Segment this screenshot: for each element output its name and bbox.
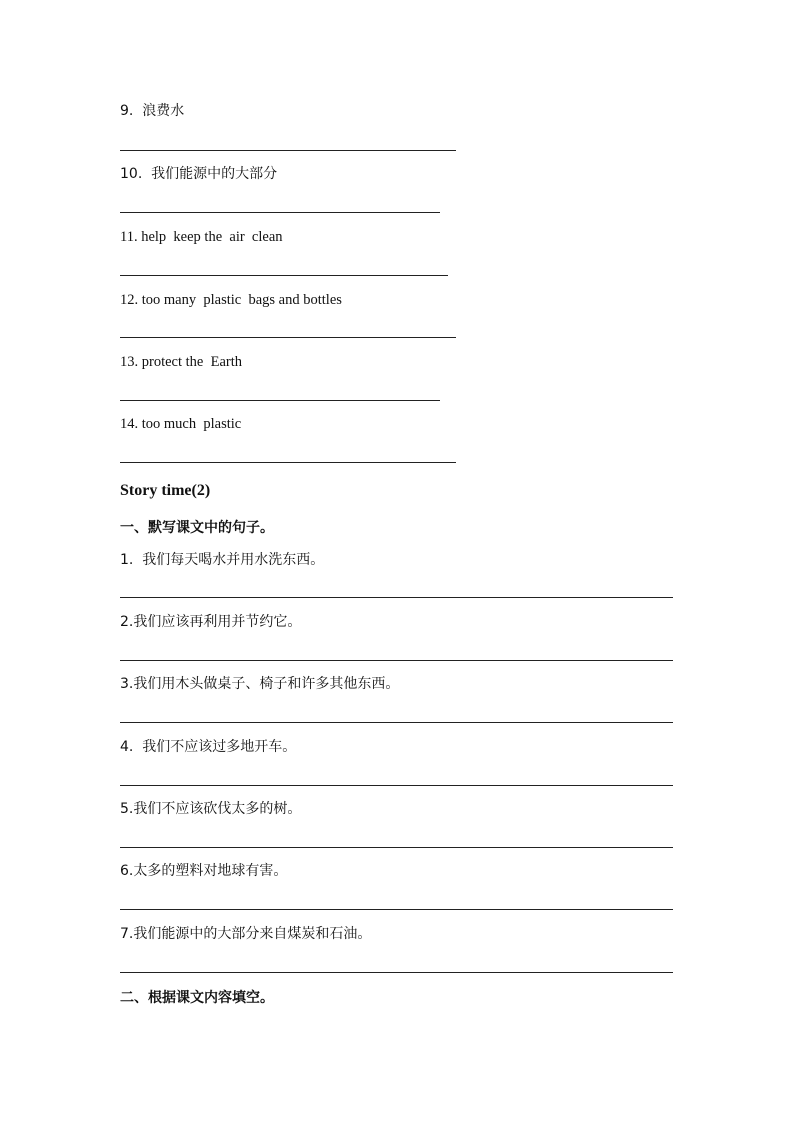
answer-line-s7 bbox=[120, 972, 673, 973]
answer-line-14 bbox=[120, 462, 456, 463]
sentence-5: 5.我们不应该砍伐太多的树。 bbox=[120, 801, 302, 817]
answer-line-s4 bbox=[120, 785, 673, 786]
phrase-10: 10. 我们能源中的大部分 bbox=[120, 166, 278, 182]
phrase-11: 11. help keep the air clean bbox=[120, 229, 283, 245]
story-heading: Story time(2) bbox=[120, 482, 211, 499]
phrase-12: 12. too many plastic bags and bottles bbox=[120, 292, 342, 308]
answer-line-10 bbox=[120, 212, 440, 213]
phrase-13: 13. protect the Earth bbox=[120, 354, 242, 370]
sentence-6: 6.太多的塑料对地球有害。 bbox=[120, 863, 288, 879]
sentence-2: 2.我们应该再利用并节约它。 bbox=[120, 614, 302, 630]
phrase-9: 9. 浪费水 bbox=[120, 103, 185, 119]
answer-line-s5 bbox=[120, 847, 673, 848]
sentence-7: 7.我们能源中的大部分来自煤炭和石油。 bbox=[120, 926, 372, 942]
section-2-title: 二、根据课文内容填空。 bbox=[120, 990, 274, 1006]
answer-line-13 bbox=[120, 400, 440, 401]
answer-line-12 bbox=[120, 337, 456, 338]
section-1-title: 一、默写课文中的句子。 bbox=[120, 520, 274, 536]
answer-line-s3 bbox=[120, 722, 673, 723]
sentence-1: 1. 我们每天喝水并用水洗东西。 bbox=[120, 552, 325, 568]
answer-line-s6 bbox=[120, 909, 673, 910]
answer-line-9 bbox=[120, 150, 456, 151]
answer-line-s1 bbox=[120, 597, 673, 598]
phrase-14: 14. too much plastic bbox=[120, 416, 242, 432]
answer-line-11 bbox=[120, 275, 448, 276]
answer-line-s2 bbox=[120, 660, 673, 661]
sentence-3: 3.我们用木头做桌子、椅子和许多其他东西。 bbox=[120, 676, 400, 692]
sentence-4: 4. 我们不应该过多地开车。 bbox=[120, 739, 297, 755]
